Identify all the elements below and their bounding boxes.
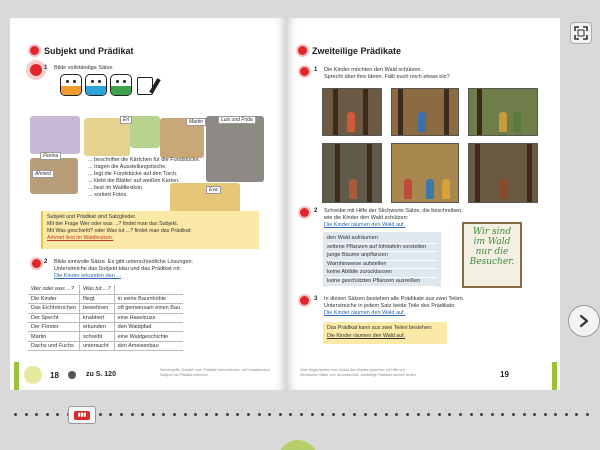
page-scrubber-handle[interactable]	[68, 406, 96, 424]
timeline-dot	[247, 413, 250, 416]
timeline-dot	[226, 413, 229, 416]
footer-note: Über Möglichkeiten zum Schutz des Waldes sprechen, mit Hilfe von Stichworten Sätze zum Umweltschutz, zweiteilige Prädikate kennen lernen.	[300, 368, 417, 377]
audio-marker-button[interactable]	[30, 64, 42, 76]
rule-example: Die Kinder räumen den Wald auf.	[327, 333, 406, 339]
task-line: Bilde sinnvolle Sätze. Es gibt unterschiedliche Lösungen.	[54, 259, 194, 265]
timeline-dot	[470, 413, 473, 416]
task-number: 1	[314, 67, 318, 73]
table-cell: den Waldpfad	[114, 323, 183, 332]
task-example: Die Kinder erkunden den ...	[54, 273, 121, 279]
timeline-dot	[374, 413, 377, 416]
timeline-dot	[279, 413, 282, 416]
table-row	[28, 323, 183, 332]
timeline-dot	[215, 413, 218, 416]
predicate-item: ... legt die Fundstücke auf den Tisch.	[88, 171, 178, 177]
bottom-menu-tab[interactable]	[278, 440, 318, 450]
timeline-dot	[406, 413, 409, 416]
timeline-dot	[565, 413, 568, 416]
scene-photo	[322, 88, 382, 136]
task-line: wie die Kinder den Wald schützen:	[324, 215, 409, 221]
table-cell: untersucht	[79, 341, 114, 350]
table-cell: Die Kinder	[28, 294, 79, 303]
info-line: Mit Was geschieht? oder Was tut ...? findet man das Prädikat:	[47, 228, 192, 234]
card-label: Martin	[186, 118, 206, 126]
timeline-dot	[99, 413, 102, 416]
timeline-dot	[332, 413, 335, 416]
table-cell: erkunden	[79, 323, 114, 332]
timeline-dot	[544, 413, 547, 416]
group-orange-icon[interactable]	[60, 74, 82, 96]
next-page-button[interactable]	[568, 305, 600, 337]
scene-photo	[468, 88, 538, 136]
rule-line: Das Prädikat kann aus zwei Teilen bestehen:	[327, 325, 433, 331]
task-example: Die Kinder räumen den Wald auf.	[324, 310, 406, 316]
timeline-dot	[120, 413, 123, 416]
timeline-dot	[438, 413, 441, 416]
keyword-item: seltene Pflanzen auf Infotafeln vorstellen	[327, 244, 437, 253]
audio-marker-button[interactable]	[300, 296, 309, 305]
table-cell: bewohnen	[79, 304, 114, 313]
table-cell: fliegt	[79, 294, 114, 303]
audio-marker-button[interactable]	[32, 259, 41, 268]
timeline-dot	[459, 413, 462, 416]
fullscreen-icon	[574, 26, 588, 40]
left-footer	[10, 362, 286, 390]
table-cell: den Ameisenbau	[114, 341, 183, 350]
table-header-row	[28, 285, 183, 294]
card-label: Florina	[40, 152, 61, 160]
task-line: Sprecht über ihre Ideen. Fällt euch noch etwas ein?	[324, 74, 450, 80]
timeline-dot	[586, 413, 589, 416]
section-bullet	[298, 46, 307, 55]
table-header	[114, 285, 183, 294]
table-row	[28, 294, 183, 303]
task-example: Die Kinder räumen den Wald auf.	[324, 222, 406, 228]
timeline-dot	[554, 413, 557, 416]
audio-marker-button[interactable]	[300, 67, 309, 76]
forest-sign: Wir sind im Wald nur die Besucher.	[462, 222, 522, 288]
timeline-dot	[395, 413, 398, 416]
timeline-dot	[289, 413, 292, 416]
timeline-dot	[364, 413, 367, 416]
timeline-dot	[385, 413, 388, 416]
timeline-dot	[56, 413, 59, 416]
card-label: Erl	[120, 116, 132, 124]
illustration-child	[130, 116, 160, 148]
right-section-title: Zweiteilige Prädikate	[312, 46, 402, 56]
task-number: 3	[314, 296, 318, 302]
table-cell: eine Haselnuss	[114, 313, 183, 322]
table-header: Wer oder was ...?	[28, 285, 79, 294]
table-row	[28, 313, 183, 322]
predicate-item: ... klebt die Blätter auf weißen Karton.	[88, 178, 180, 184]
scene-photo	[391, 143, 459, 203]
info-line: Mit der Frage Wer oder was ...? findet man das Subjekt.	[47, 221, 179, 227]
task-text	[324, 208, 463, 229]
target-icon	[68, 371, 76, 379]
group-green-icon[interactable]	[110, 74, 132, 96]
keyword-item: den Wald aufräumen	[327, 235, 437, 244]
timeline-dot	[311, 413, 314, 416]
predicate-item: ... sortiert Fotos.	[88, 192, 128, 198]
keyword-item: keine Abfälle zurücklassen	[327, 269, 437, 278]
chevron-right-icon	[577, 314, 591, 328]
timeline-dot	[533, 413, 536, 416]
timeline-dot	[173, 413, 176, 416]
page-number: 19	[500, 370, 509, 379]
owl-icon	[24, 366, 42, 384]
table-cell: Das Eichhörnchen	[28, 304, 79, 313]
task-text	[324, 296, 464, 317]
timeline-dot	[448, 413, 451, 416]
table-cell: Der Specht	[28, 313, 79, 322]
table-cell: in seine Baumhöhle	[114, 294, 183, 303]
audio-marker-button[interactable]	[300, 208, 309, 217]
section-bullet	[30, 46, 39, 55]
task-line: Unterstreiche das Subjekt blau und das Prädikat rot:	[54, 266, 182, 272]
green-bar	[552, 362, 557, 390]
keyword-item: keine geschützten Pflanzen ausreißen	[327, 278, 437, 287]
task-line: In diesen Sätzen bestehen alle Prädikate aus zwei Teilen.	[324, 296, 465, 302]
timeline-dot	[480, 413, 483, 416]
tool-icons	[60, 74, 157, 96]
timeline-dot	[342, 413, 345, 416]
table-cell: oft gemeinsam einen Bau	[114, 304, 183, 313]
timeline-dot	[491, 413, 494, 416]
info-example: Arhmet liest im Waldlexikon.	[47, 235, 114, 241]
timeline-dot	[131, 413, 134, 416]
timeline-dot	[353, 413, 356, 416]
fullscreen-button[interactable]	[570, 22, 592, 44]
timeline-dot	[417, 413, 420, 416]
timeline-dot	[268, 413, 271, 416]
predicate-list	[88, 157, 200, 199]
table-row	[28, 304, 183, 313]
page-scrubber-icon: ▮▮▮	[74, 411, 90, 420]
timeline-dot	[152, 413, 155, 416]
group-blue-icon[interactable]	[85, 74, 107, 96]
timeline-dot	[46, 413, 49, 416]
table-cell: Der Förster	[28, 323, 79, 332]
book-spread	[10, 18, 560, 390]
task-text	[324, 67, 450, 81]
task-text	[54, 259, 193, 280]
timeline-dot	[35, 413, 38, 416]
keyword-box	[323, 232, 441, 287]
keyword-item: Warnhinweise aufstellen	[327, 261, 437, 270]
table-header: Was tut ...?	[79, 285, 114, 294]
card-label: Ahmed	[32, 170, 54, 178]
scene-photo	[391, 88, 459, 136]
task-number: 1	[44, 65, 48, 71]
scene-photo	[322, 143, 382, 203]
timeline-dot	[512, 413, 515, 416]
predicate-item: ... beschriftet die Kärtchen für die Fundstücke.	[88, 157, 201, 163]
info-line: Subjekt und Prädikat sind Satzglieder.	[47, 214, 137, 220]
predicate-item: ... tragen die Ausstellungstische.	[88, 164, 167, 170]
illustration-cards	[30, 116, 80, 154]
timeline-dot	[194, 413, 197, 416]
table-cell: schreibt	[79, 332, 114, 341]
page-number: 18	[50, 371, 59, 380]
predicate-item: ... liest im Waldlexikon.	[88, 185, 144, 191]
timeline-dot	[427, 413, 430, 416]
timeline-dot	[236, 413, 239, 416]
timeline-dot	[523, 413, 526, 416]
timeline-dot	[501, 413, 504, 416]
table-row	[28, 341, 183, 350]
timeline-dot	[109, 413, 112, 416]
task-line: Schreibe mit Hilfe der Stichworte Sätze, die beschreiben,	[324, 208, 463, 214]
page-timeline[interactable]	[14, 413, 600, 417]
rule-box	[323, 322, 447, 344]
timeline-dot	[184, 413, 187, 416]
timeline-dot	[575, 413, 578, 416]
table-cell: eine Waldgeschichte	[114, 332, 183, 341]
timeline-dot	[14, 413, 17, 416]
timeline-dot	[205, 413, 208, 416]
footer-note: Sachbegriffe „Subjekt“ und „Prädikat“ kennenlernen, mit Umstellproben Subjekt und Prädikat erkennen.	[160, 368, 270, 377]
task-line: Unterstreiche in jedem Satz beide Teile des Prädikats:	[324, 303, 456, 309]
green-bar	[14, 362, 19, 390]
timeline-dot	[141, 413, 144, 416]
table-cell: Martin	[28, 332, 79, 341]
timeline-dot	[321, 413, 324, 416]
info-box	[41, 211, 259, 249]
left-section-title: Subjekt und Prädikat	[44, 46, 134, 56]
table-cell: knabbert	[79, 313, 114, 322]
keyword-item: junge Bäume anpflanzen	[327, 252, 437, 261]
task-line: Die Kinder möchten den Wald schützen.	[324, 67, 422, 73]
task-number: 2	[314, 208, 318, 214]
sentence-table	[28, 285, 183, 351]
timeline-dot	[300, 413, 303, 416]
illustration-children-table	[206, 116, 264, 182]
card-label: Luis und Frida	[218, 116, 256, 124]
left-page	[10, 18, 286, 390]
timeline-dot	[162, 413, 165, 416]
page-reference: zu S. 120	[86, 371, 116, 378]
timeline-dot	[258, 413, 261, 416]
scene-photo	[468, 143, 538, 203]
table-cell: Dachs und Fuchs	[28, 341, 79, 350]
table-row	[28, 332, 183, 341]
task-number: 2	[44, 259, 48, 265]
timeline-dot	[25, 413, 28, 416]
clipboard-icon[interactable]	[135, 74, 157, 96]
card-label: Eva	[206, 186, 221, 194]
task-text: Bilde vollständige Sätze.	[54, 65, 114, 71]
